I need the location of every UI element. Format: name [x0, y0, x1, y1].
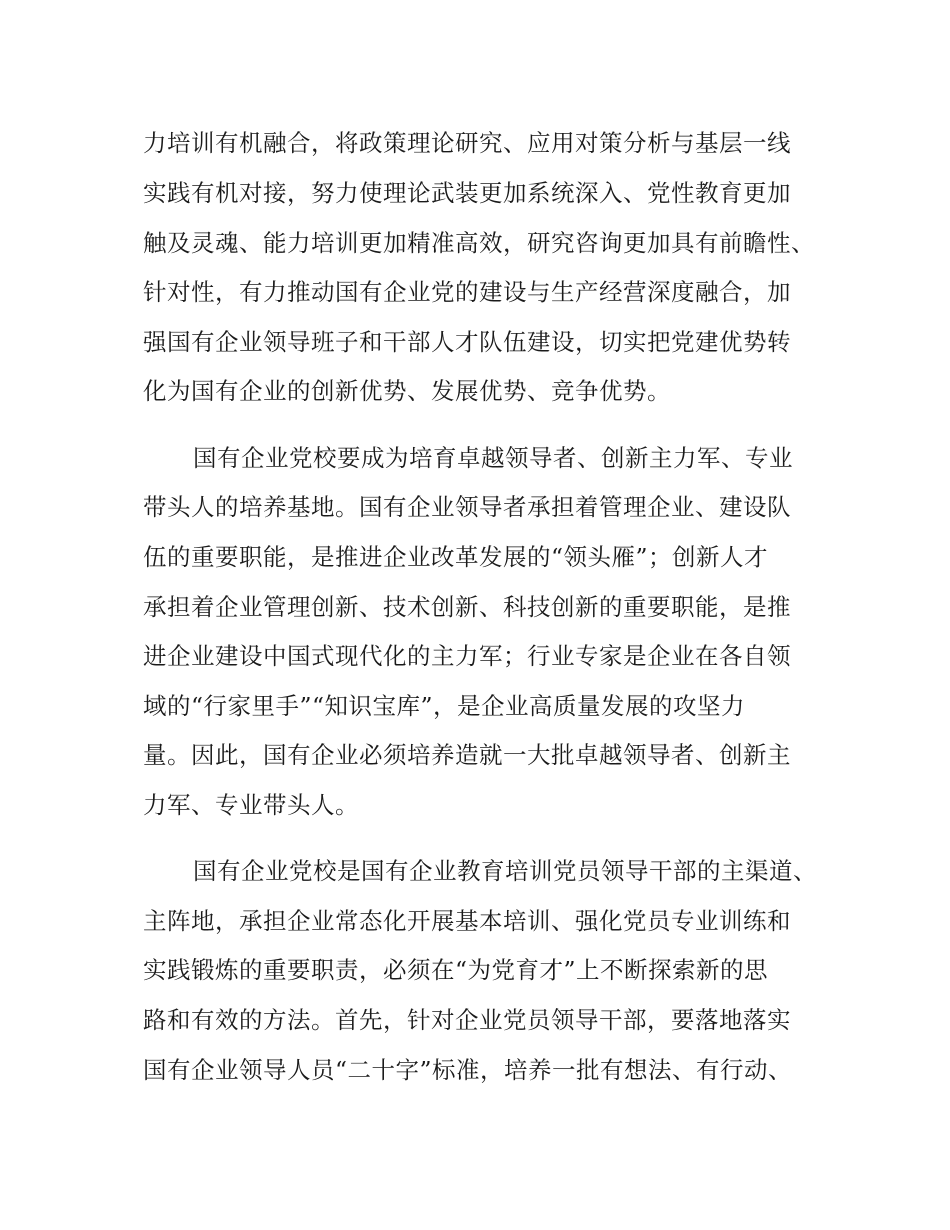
paragraph-line: 路和有效的方法。首先，针对企业党员领导干部，要落地落实 — [143, 1006, 791, 1034]
paragraph-line: 国有企业领导人员“二十字”标准，培养一批有想法、有行动、 — [143, 1056, 793, 1084]
paragraph-line: 实践有机对接，努力使理论武装更加系统深入、党性教育更加 — [143, 179, 791, 207]
paragraph-line: 伍的重要职能，是推进企业改革发展的“领头雁”；创新人才 — [143, 543, 769, 571]
paragraph-line: 域的“行家里手”“知识宝库”，是企业高质量发展的攻坚力 — [143, 692, 746, 720]
paragraph-line: 强国有企业领导班子和干部人才队伍建设，切实把党建优势转 — [143, 328, 791, 356]
paragraph-line: 主阵地，承担企业常态化开展基本培训、强化党员专业训练和 — [143, 907, 791, 935]
paragraph-line: 针对性，有力推动国有企业党的建设与生产经营深度融合，加 — [143, 278, 791, 306]
paragraph-line: 力军、专业带头人。 — [143, 791, 359, 819]
paragraph-line: 化为国有企业的创新优势、发展优势、竞争优势。 — [143, 377, 671, 405]
paragraph-line: 承担着企业管理创新、技术创新、科技创新的重要职能，是推 — [143, 593, 791, 621]
paragraph-line: 实践锻炼的重要职责，必须在“为党育才”上不断探索新的思 — [143, 956, 769, 984]
paragraph-line: 触及灵魂、能力培训更加精准高效，研究咨询更加具有前瞻性、 — [143, 229, 815, 257]
paragraph-line: 力培训有机融合，将政策理论研究、应用对策分析与基层一线 — [143, 129, 791, 157]
paragraph-line: 带头人的培养基地。国有企业领导者承担着管理企业、建设队 — [143, 493, 791, 521]
paragraph-line: 量。因此，国有企业必须培养造就一大批卓越领导者、创新主 — [143, 741, 791, 769]
paragraph-line: 国有企业党校要成为培育卓越领导者、创新主力军、专业 — [193, 444, 793, 472]
paragraph-line: 进企业建设中国式现代化的主力军；行业专家是企业在各自领 — [143, 642, 791, 670]
paragraph-line: 国有企业党校是国有企业教育培训党员领导干部的主渠道、 — [193, 857, 817, 885]
